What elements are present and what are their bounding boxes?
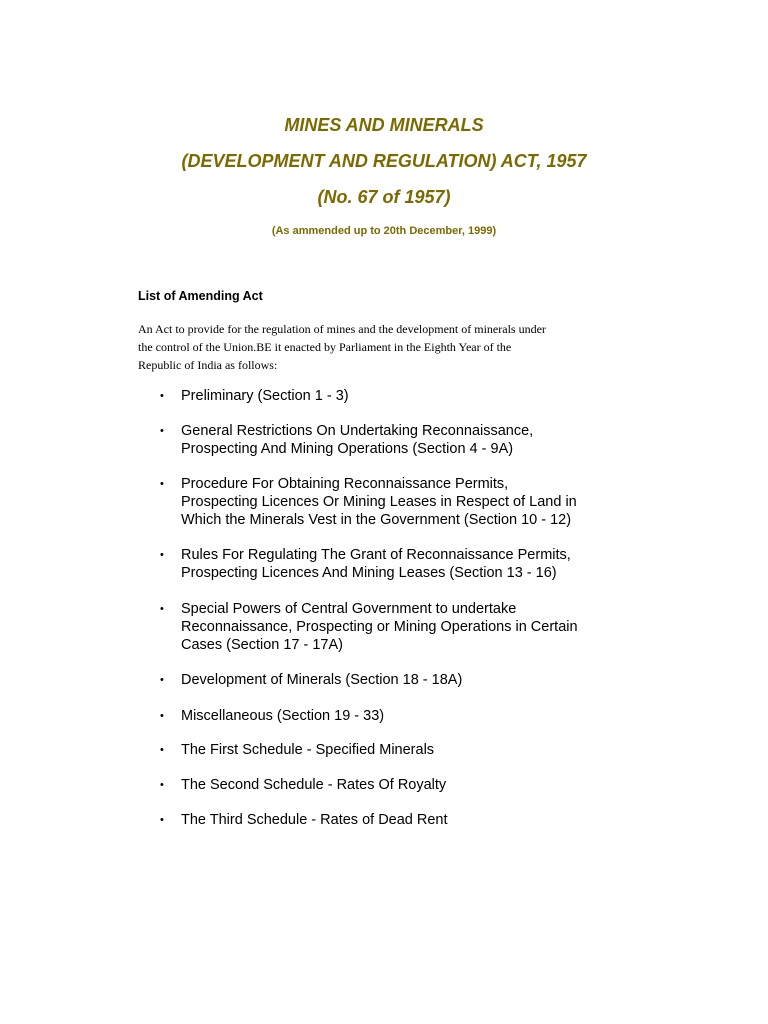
- contents-link[interactable]: [181, 741, 630, 759]
- contents-item: [160, 387, 630, 405]
- contents-item: [160, 671, 630, 689]
- contents-item: [160, 475, 630, 529]
- contents-link-line: General Restrictions On Undertaking Reconnaissance,: [181, 423, 534, 439]
- contents-link-line: Development of Minerals (Section 18 - 18A): [181, 672, 463, 688]
- contents-link-line: Which the Minerals Vest in the Government (Section 10 - 12): [181, 512, 572, 528]
- contents-link[interactable]: [181, 546, 630, 582]
- bullet-icon: •: [160, 425, 164, 437]
- bullet-icon: •: [160, 390, 164, 402]
- contents-item: [160, 741, 630, 759]
- contents-link-line: Cases (Section 17 - 17A): [181, 637, 343, 653]
- intro-line: the control of the Union.BE it enacted by Parliament in the Eighth Year of the: [138, 340, 512, 354]
- bullet-icon: •: [160, 603, 164, 615]
- amendment-note: (As ammended up to 20th December, 1999): [271, 225, 497, 237]
- contents-link[interactable]: [181, 776, 630, 794]
- contents-link[interactable]: [181, 475, 630, 529]
- bullet-icon: •: [160, 779, 164, 791]
- contents-item: [160, 600, 630, 654]
- contents-link[interactable]: [181, 671, 630, 689]
- act-title: MINES AND MINERALS: [284, 115, 484, 135]
- intro-line: Republic of India as follows:: [138, 358, 278, 372]
- contents-link-line: Special Powers of Central Government to undertake: [181, 601, 517, 617]
- contents-item: [160, 707, 630, 725]
- amending-act-link[interactable]: List of Amending Act: [138, 289, 263, 303]
- contents-link-line: Prospecting Licences Or Mining Leases in Respect of Land in: [181, 494, 577, 510]
- contents-link-line: Rules For Regulating The Grant of Reconnaissance Permits,: [181, 547, 571, 563]
- contents-link[interactable]: [181, 707, 630, 725]
- contents-item: [160, 546, 630, 582]
- bullet-icon: •: [160, 710, 164, 722]
- bullet-icon: •: [160, 674, 164, 686]
- contents-link[interactable]: [181, 422, 630, 458]
- act-subtitle: (DEVELOPMENT AND REGULATION) ACT, 1957: [181, 151, 587, 171]
- contents-item: [160, 776, 630, 794]
- contents-link-line: The First Schedule - Specified Minerals: [181, 742, 435, 758]
- contents-link-line: Procedure For Obtaining Reconnaissance Permits,: [181, 476, 509, 492]
- contents-link-line: Preliminary (Section 1 - 3): [181, 388, 349, 404]
- intro-paragraph: [138, 320, 638, 374]
- contents-link-line: The Third Schedule - Rates of Dead Rent: [181, 812, 448, 828]
- contents-link-line: Prospecting And Mining Operations (Section 4 - 9A): [181, 441, 514, 457]
- act-number: (No. 67 of 1957): [317, 187, 451, 207]
- contents-item: [160, 422, 630, 458]
- bullet-icon: •: [160, 814, 164, 826]
- intro-line: An Act to provide for the regulation of mines and the development of minerals under: [138, 322, 546, 336]
- contents-link-line: Miscellaneous (Section 19 - 33): [181, 708, 385, 724]
- contents-item: [160, 811, 630, 829]
- bullet-icon: •: [160, 478, 164, 490]
- contents-link[interactable]: [181, 811, 630, 829]
- contents-link[interactable]: [181, 600, 630, 654]
- contents-link-line: Reconnaissance, Prospecting or Mining Operations in Certain: [181, 619, 578, 635]
- bullet-icon: •: [160, 744, 164, 756]
- bullet-icon: •: [160, 549, 164, 561]
- contents-link-line: The Second Schedule - Rates Of Royalty: [181, 777, 447, 793]
- contents-link-line: Prospecting Licences And Mining Leases (Section 13 - 16): [181, 565, 557, 581]
- contents-link[interactable]: [181, 387, 630, 405]
